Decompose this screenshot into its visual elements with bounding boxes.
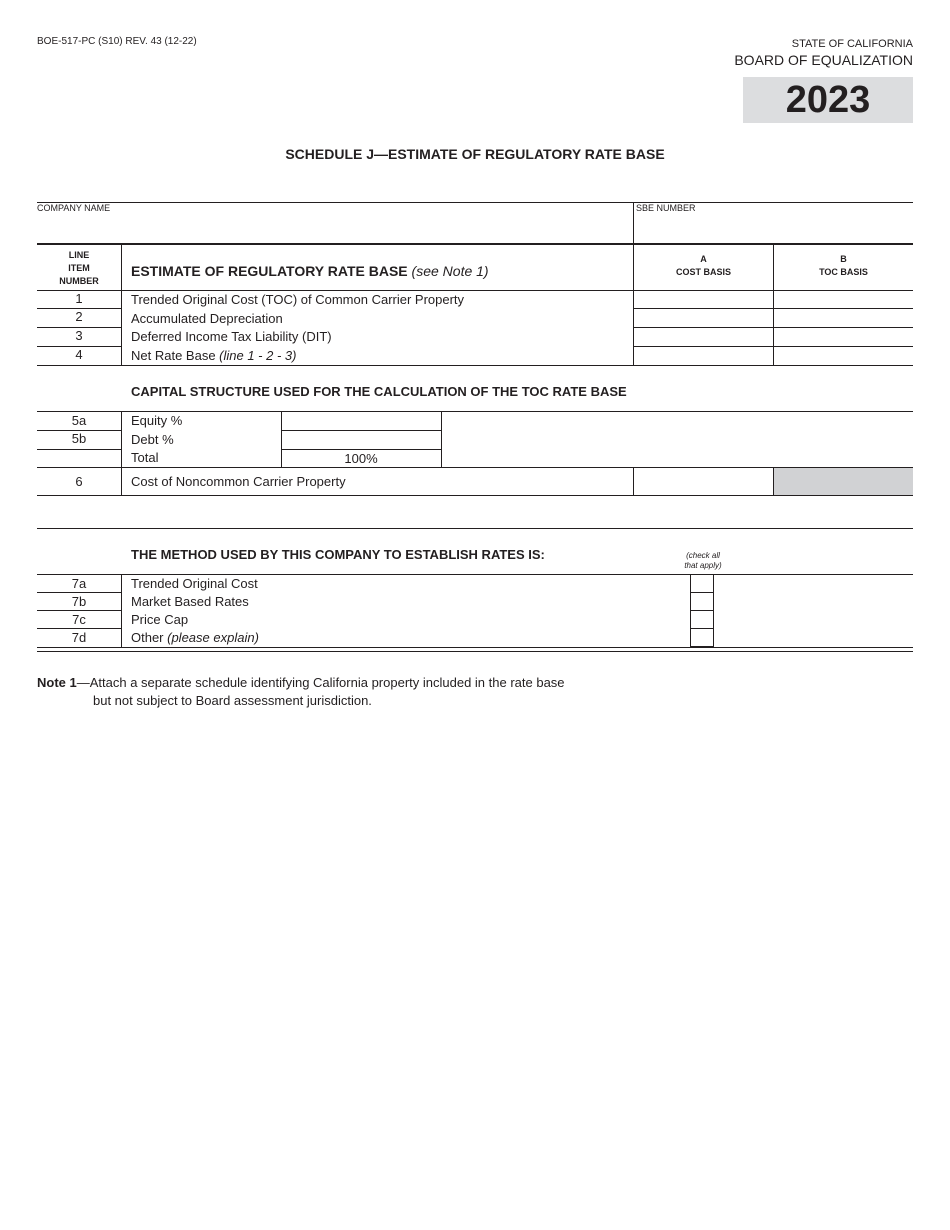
row-label: Trended Original Cost (TOC) of Common Carrier Property [131, 292, 465, 307]
note-1-continued: but not subject to Board assessment jurisdiction. [93, 693, 372, 708]
method-7b-checkbox[interactable] [690, 593, 714, 611]
line-item-number-header: LINE ITEM NUMBER [59, 250, 99, 286]
line-1-toc-basis-field[interactable] [774, 291, 912, 308]
capital-structure-title: CAPITAL STRUCTURE USED FOR THE CALCULATION OF THE TOC RATE BASE [131, 384, 627, 399]
line-2-toc-basis-field[interactable] [774, 309, 912, 327]
row-label: Price Cap [131, 612, 189, 627]
line-4-toc-basis-field[interactable] [774, 347, 912, 365]
company-name-label: COMPANY NAME [37, 203, 111, 213]
row-label: Total [131, 450, 159, 465]
row-label: Cost of Noncommon Carrier Property [131, 474, 346, 489]
line-number: 2 [75, 309, 83, 324]
line-number: 5a [71, 413, 87, 428]
agency-label: BOARD OF EQUALIZATION [734, 52, 913, 68]
sbe-number-label: SBE NUMBER [636, 203, 696, 213]
sbe-number-field[interactable] [636, 214, 910, 242]
line-number: 5b [71, 431, 87, 446]
tax-year: 2023 [743, 77, 913, 123]
note-1: Note 1—Attach a separate schedule identifying California property included in the rate base [37, 675, 565, 690]
line-number: 6 [75, 474, 83, 489]
column-a-header: A COST BASIS [675, 254, 731, 277]
check-all-note: (check all that apply) [684, 551, 722, 570]
shaded-cell [774, 468, 913, 495]
line-number: 1 [75, 291, 83, 306]
state-label: STATE OF CALIFORNIA [791, 38, 913, 50]
method-7a-checkbox[interactable] [690, 575, 714, 593]
method-title: THE METHOD USED BY THIS COMPANY TO ESTABLISH RATES IS: [131, 547, 545, 562]
debt-percent-field[interactable] [282, 431, 440, 449]
line-4-cost-basis-field[interactable] [634, 347, 772, 365]
row-label: Other (please explain) [131, 630, 259, 645]
line-number: 7b [71, 594, 87, 609]
line-number: 7a [71, 576, 87, 591]
column-b-header: B TOC BASIS [819, 254, 868, 277]
line-3-toc-basis-field[interactable] [774, 328, 912, 346]
row-label: Trended Original Cost [131, 576, 258, 591]
row-label: Net Rate Base (line 1 - 2 - 3) [131, 348, 297, 363]
row-label: Market Based Rates [131, 594, 249, 609]
row-label: Deferred Income Tax Liability (DIT) [131, 329, 332, 344]
total-percent-value: 100% [344, 451, 378, 466]
noncommon-property-field[interactable] [634, 468, 772, 494]
line-2-cost-basis-field[interactable] [634, 309, 772, 327]
method-7c-checkbox[interactable] [690, 611, 714, 629]
line-number: 3 [75, 328, 83, 343]
row-label: Equity % [131, 413, 183, 428]
row-label: Accumulated Depreciation [131, 311, 283, 326]
equity-percent-field[interactable] [282, 412, 440, 430]
form-id: BOE-517-PC (S10) REV. 43 (12-22) [37, 36, 197, 47]
rate-base-section-title: ESTIMATE OF REGULATORY RATE BASE (see Note 1) [131, 263, 489, 279]
method-7d-checkbox[interactable] [690, 629, 714, 647]
line-3-cost-basis-field[interactable] [634, 328, 772, 346]
line-1-cost-basis-field[interactable] [634, 291, 772, 308]
company-name-field[interactable] [37, 214, 627, 242]
row-label: Debt % [131, 432, 174, 447]
line-number: 7d [71, 630, 87, 645]
line-number: 7c [72, 612, 86, 627]
line-number: 4 [75, 347, 83, 362]
page-title: SCHEDULE J—ESTIMATE OF REGULATORY RATE BASE [285, 146, 665, 162]
